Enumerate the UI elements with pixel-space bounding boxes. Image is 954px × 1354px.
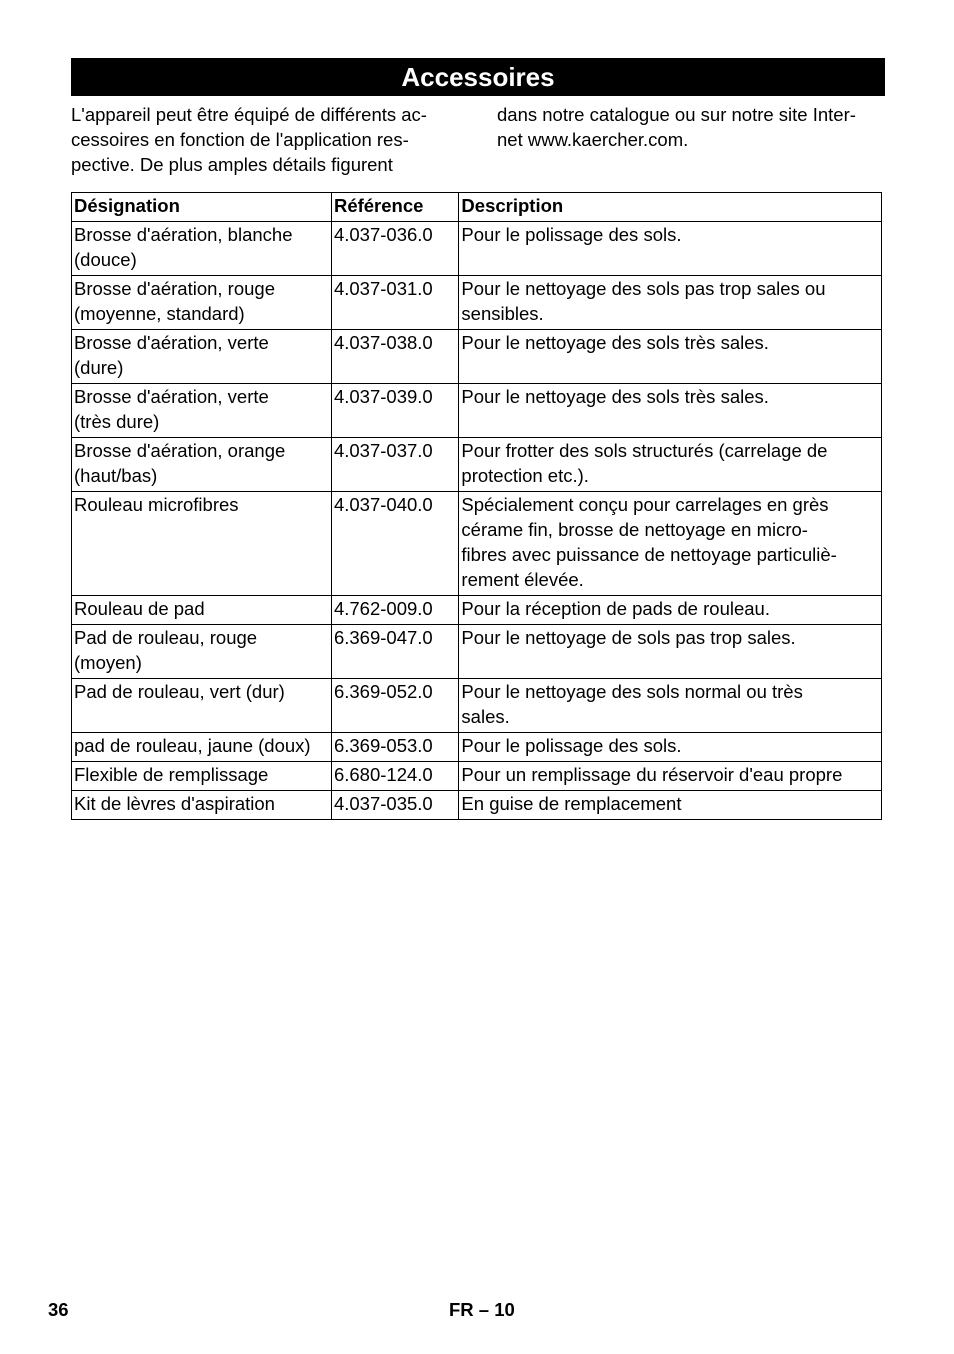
table-row: [72, 762, 882, 791]
designation-line: (moyenne, standard): [74, 303, 245, 324]
intro-left-column: [71, 102, 471, 177]
cell-description: [459, 384, 882, 438]
cell-reference: 4.037-040.0: [331, 492, 458, 596]
cell-reference: 4.037-038.0: [331, 330, 458, 384]
intro-line: cessoires en fonction de l'application res-: [71, 129, 409, 150]
intro-line: L'appareil peut être équipé de différents ac-: [71, 104, 427, 125]
cell-designation: [72, 276, 332, 330]
cell-description: [459, 330, 882, 384]
cell-designation: [72, 596, 332, 625]
cell-reference: 6.680-124.0: [331, 762, 458, 791]
description-line: Pour frotter des sols structurés (carrelage de: [461, 440, 828, 461]
designation-line: Pad de rouleau, vert (dur): [74, 681, 285, 702]
designation-line: (douce): [74, 249, 137, 270]
cell-description: [459, 625, 882, 679]
table-row: [72, 276, 882, 330]
description-line: protection etc.).: [461, 465, 589, 486]
description-line: sales.: [461, 706, 510, 727]
designation-line: Pad de rouleau, rouge: [74, 627, 258, 648]
cell-reference: 4.037-036.0: [331, 222, 458, 276]
table-row: [72, 679, 882, 733]
table-row: [72, 733, 882, 762]
cell-description: [459, 276, 882, 330]
cell-designation: [72, 438, 332, 492]
designation-line: Brosse d'aération, rouge: [74, 278, 275, 299]
page-number: 36: [48, 1299, 69, 1320]
column-header-designation: Désignation: [72, 193, 332, 222]
description-line: Pour le nettoyage des sols très sales.: [461, 332, 769, 353]
cell-description: [459, 596, 882, 625]
description-line: Pour le nettoyage des sols pas trop sales ou: [461, 278, 826, 299]
description-line: rement élevée.: [461, 569, 584, 590]
description-line: Pour la réception de pads de rouleau.: [461, 598, 770, 619]
designation-line: Brosse d'aération, verte: [74, 386, 269, 407]
designation-line: (haut/bas): [74, 465, 158, 486]
designation-line: (très dure): [74, 411, 160, 432]
cell-reference: 4.037-037.0: [331, 438, 458, 492]
designation-line: (dure): [74, 357, 124, 378]
cell-description: [459, 679, 882, 733]
table-row: [72, 384, 882, 438]
intro-line: net www.kaercher.com.: [497, 129, 689, 150]
table-row: [72, 625, 882, 679]
accessories-table: [71, 192, 882, 820]
column-header-reference: Référence: [331, 193, 458, 222]
designation-line: Kit de lèvres d'aspiration: [74, 793, 275, 814]
designation-line: Brosse d'aération, verte: [74, 332, 269, 353]
description-line: Pour le polissage des sols.: [461, 224, 682, 245]
cell-reference: 6.369-053.0: [331, 733, 458, 762]
section-title: Accessoires: [71, 58, 885, 96]
cell-designation: [72, 733, 332, 762]
table-row: [72, 492, 882, 596]
table-row: [72, 330, 882, 384]
designation-line: Rouleau de pad: [74, 598, 205, 619]
cell-reference: 4.037-035.0: [331, 791, 458, 820]
cell-description: [459, 791, 882, 820]
cell-designation: [72, 762, 332, 791]
cell-designation: [72, 625, 332, 679]
table-row: [72, 791, 882, 820]
cell-reference: 4.037-039.0: [331, 384, 458, 438]
cell-description: [459, 762, 882, 791]
description-line: Pour le nettoyage des sols normal ou très: [461, 681, 803, 702]
description-line: Pour le polissage des sols.: [461, 735, 682, 756]
description-line: En guise de remplacement: [461, 793, 682, 814]
cell-description: [459, 492, 882, 596]
cell-reference: 4.037-031.0: [331, 276, 458, 330]
designation-line: Brosse d'aération, orange: [74, 440, 286, 461]
table-row: [72, 222, 882, 276]
description-line: cérame fin, brosse de nettoyage en micro-: [461, 519, 808, 540]
intro-line: dans notre catalogue ou sur notre site Inter-: [497, 104, 856, 125]
cell-reference: 6.369-047.0: [331, 625, 458, 679]
designation-line: pad de rouleau, jaune (doux): [74, 735, 311, 756]
intro-right-column: [497, 102, 897, 152]
intro-line: pective. De plus amples détails figurent: [71, 154, 393, 175]
cell-reference: 4.762-009.0: [331, 596, 458, 625]
cell-description: [459, 733, 882, 762]
table-header-row: [72, 193, 882, 222]
cell-designation: [72, 222, 332, 276]
designation-line: (moyen): [74, 652, 142, 673]
description-line: Pour le nettoyage de sols pas trop sales.: [461, 627, 796, 648]
cell-designation: [72, 492, 332, 596]
cell-designation: [72, 330, 332, 384]
column-header-description: Description: [459, 193, 882, 222]
cell-reference: 6.369-052.0: [331, 679, 458, 733]
designation-line: Flexible de remplissage: [74, 764, 269, 785]
designation-line: Rouleau microfibres: [74, 494, 239, 515]
cell-designation: [72, 384, 332, 438]
table-body: [72, 222, 882, 820]
cell-designation: [72, 679, 332, 733]
description-line: sensibles.: [461, 303, 544, 324]
description-line: Pour un remplissage du réservoir d'eau propre: [461, 764, 843, 785]
description-line: fibres avec puissance de nettoyage particuliè-: [461, 544, 837, 565]
table-row: [72, 596, 882, 625]
designation-line: Brosse d'aération, blanche: [74, 224, 293, 245]
section-page-reference: FR – 10: [449, 1299, 515, 1320]
cell-description: [459, 438, 882, 492]
cell-designation: [72, 791, 332, 820]
description-line: Spécialement conçu pour carrelages en grès: [461, 494, 829, 515]
cell-description: [459, 222, 882, 276]
table-row: [72, 438, 882, 492]
description-line: Pour le nettoyage des sols très sales.: [461, 386, 769, 407]
